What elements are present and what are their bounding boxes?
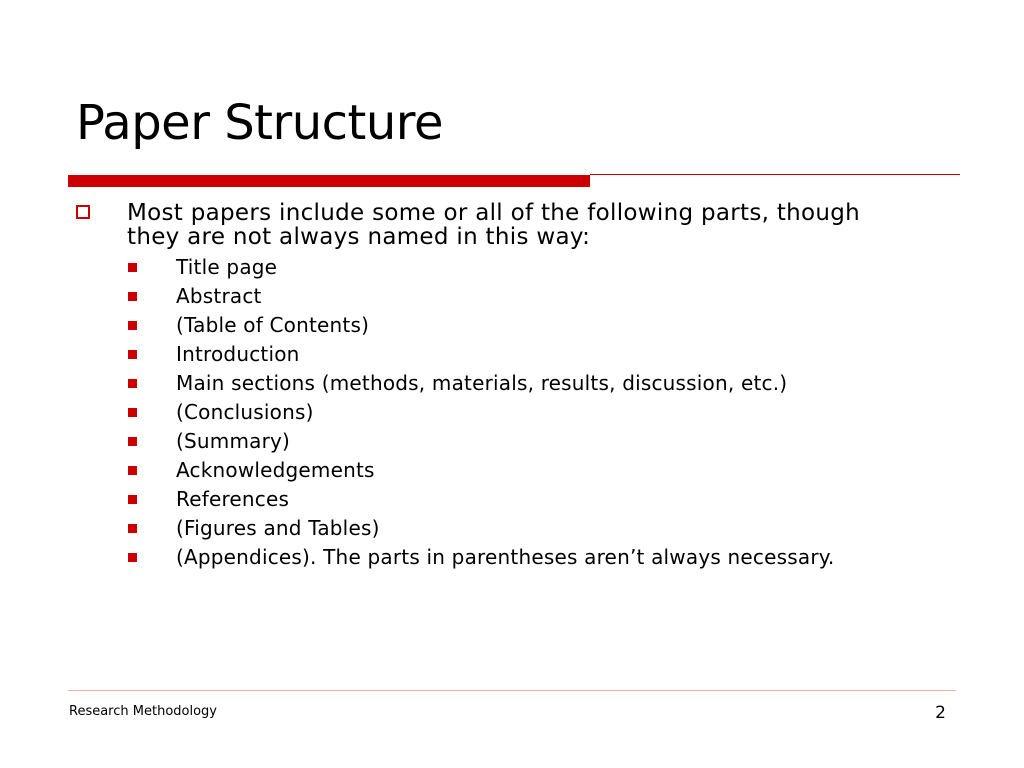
- sub-bullet-text: (Figures and Tables): [176, 516, 380, 540]
- slide-title: Paper Structure: [76, 95, 443, 151]
- filled-square-icon: [128, 466, 137, 475]
- sub-bullet-text: (Appendices). The parts in parentheses aren’t always necessary.: [176, 545, 835, 569]
- title-underline-thin: [590, 174, 960, 175]
- title-underline-thick: [68, 175, 590, 187]
- main-bullet-text: Most papers include some or all of the following parts, though they are not always named in this way:: [127, 200, 861, 250]
- filled-square-icon: [128, 263, 137, 272]
- filled-square-icon: [128, 350, 137, 359]
- sub-bullet-item: [128, 401, 948, 423]
- filled-square-icon: [128, 495, 137, 504]
- filled-square-icon: [128, 321, 137, 330]
- sub-bullet-text: (Summary): [176, 429, 291, 453]
- sub-bullet-text: References: [176, 487, 290, 511]
- footer-course-title: Research Methodology: [69, 704, 217, 719]
- footer-divider: [68, 690, 956, 691]
- hollow-square-icon: [76, 205, 90, 219]
- filled-square-icon: [128, 408, 137, 417]
- sub-bullet-text: Introduction: [176, 342, 300, 366]
- sub-bullet-item: [128, 343, 948, 365]
- sub-bullet-text: Acknowledgements: [176, 458, 375, 482]
- sub-bullet-item: [128, 256, 948, 278]
- filled-square-icon: [128, 437, 137, 446]
- sub-bullet-list: [128, 256, 948, 575]
- sub-bullet-text: (Table of Contents): [176, 313, 370, 337]
- filled-square-icon: [128, 292, 137, 301]
- sub-bullet-text: Title page: [176, 255, 278, 279]
- sub-bullet-item: [128, 459, 948, 481]
- sub-bullet-item: [128, 372, 948, 394]
- sub-bullet-text: Main sections (methods, materials, results, discussion, etc.): [176, 371, 788, 395]
- sub-bullet-item: [128, 546, 948, 568]
- sub-bullet-text: (Conclusions): [176, 400, 314, 424]
- sub-bullet-text: Abstract: [176, 284, 262, 308]
- slide-number: 2: [935, 703, 946, 723]
- filled-square-icon: [128, 379, 137, 388]
- filled-square-icon: [128, 553, 137, 562]
- sub-bullet-item: [128, 314, 948, 336]
- sub-bullet-item: [128, 488, 948, 510]
- filled-square-icon: [128, 524, 137, 533]
- sub-bullet-item: [128, 430, 948, 452]
- sub-bullet-item: [128, 285, 948, 307]
- sub-bullet-item: [128, 517, 948, 539]
